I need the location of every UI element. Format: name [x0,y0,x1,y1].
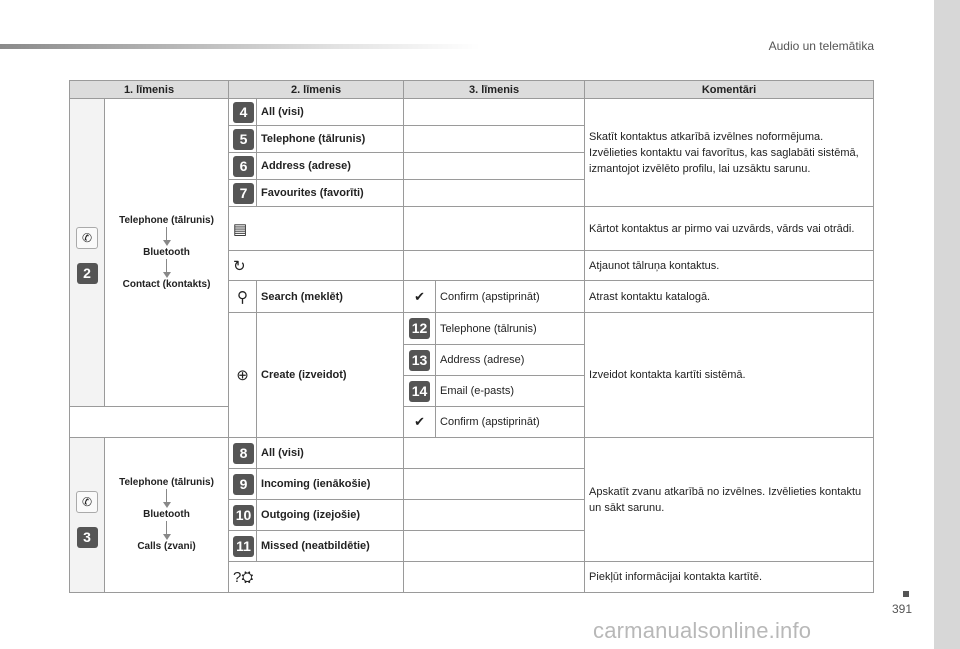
level2-option-label: All (visi) [257,99,404,126]
arrow-down-icon [162,227,172,247]
arrow-down-icon [162,489,172,509]
table-row [70,99,874,126]
level2-option-label: Search (meklēt) [257,281,404,313]
level2-item-calls: Calls (zvani) [137,541,196,552]
section-title: Audio un telemātika [768,39,874,53]
level3-option-label: Address (adrese) [436,345,585,376]
number-badge: 13 [409,350,430,371]
search-icon: ⚲ [237,288,249,306]
phone-icon: ✆ [76,491,98,513]
number-badge: 3 [77,527,98,548]
comment-cell: Izveidot kontakta kartīti sistēmā. [585,313,874,438]
level2-option-label: Address (adrese) [257,153,404,180]
column-header-level1: 1. līmenis [70,81,229,99]
number-badge: 4 [233,102,254,123]
sort-contacts-icon: ▤ [233,220,248,238]
table-header-row [70,81,874,99]
number-badge: 7 [233,183,254,204]
number-badge: 6 [233,156,254,177]
menu-table [69,80,874,593]
page-marker [903,591,909,597]
level2-item-telephone: Telephone (tālrunis) [119,477,214,488]
level2-item-telephone: Telephone (tālrunis) [119,214,214,226]
comment-cell: Skatīt kontaktus atkarībā izvēlnes noformējuma. Izvēlieties kontaktu vai favorītus, kas saglabāti sistēmā, izmantojot izvēlēto profilu, lai uzsāktu sarunu. [585,99,874,207]
comment-cell: Kārtot kontaktus ar pirmo vai uzvārds, vārds vai otrādi. [585,207,874,251]
arrow-down-icon [162,521,172,541]
level2-item-contact: Contact (kontakts) [122,278,211,290]
level2-option-label: Incoming (ienākošie) [257,469,404,500]
level2-cell-contacts [105,99,229,407]
column-header-level2: 2. līmenis [229,81,404,99]
level3-option-label: Telephone (tālrunis) [436,313,585,345]
column-header-comments: Komentāri [585,81,874,99]
level3-option-label: Email (e-pasts) [436,376,585,407]
level2-option-label: Create (izveidot) [257,313,404,438]
checkmark-icon: ✔ [414,414,425,429]
comment-cell: Piekļūt informācijai kontakta kartītē. [585,562,874,593]
number-badge: 14 [409,381,430,402]
page-number: 391 [892,602,913,616]
number-badge: 2 [77,263,98,284]
add-circle-icon: ⊕ [236,367,249,384]
phone-icon: ✆ [76,227,98,249]
level1-cell-calls [70,438,105,593]
level3-option-label: Confirm (apstiprināt) [436,407,585,438]
comment-cell: Atjaunot tālruņa kontaktus. [585,251,874,281]
contact-info-icon: ?⛭ [233,568,254,586]
checkmark-icon: ✔ [414,288,425,304]
watermark: carmanualsonline.info [593,618,812,643]
comment-cell: Apskatīt zvanu atkarībā no izvēlnes. Izvēlieties kontaktu un sākt sarunu. [585,438,874,562]
table-row [70,438,874,469]
level2-option-label: All (visi) [257,438,404,469]
number-badge: 10 [233,505,254,526]
comment-cell: Atrast kontaktu katalogā. [585,281,874,313]
level2-option-label: Outgoing (izejošie) [257,500,404,531]
refresh-icon: ↻ [233,257,246,275]
level2-item-bluetooth: Bluetooth [143,246,190,258]
level2-cell-calls [105,438,229,593]
page-edge-strip [934,0,960,649]
level2-item-bluetooth: Bluetooth [143,509,190,520]
number-badge: 11 [233,536,254,557]
level2-option-label: Missed (neatbildētie) [257,531,404,562]
column-header-level3: 3. līmenis [404,81,585,99]
number-badge: 5 [233,129,254,150]
number-badge: 9 [233,474,254,495]
header-gradient-bar [0,44,480,49]
level2-option-label: Favourites (favorīti) [257,180,404,207]
number-badge: 8 [233,443,254,464]
number-badge: 12 [409,318,430,339]
level2-option-label: Telephone (tālrunis) [257,126,404,153]
level1-cell-contacts [70,99,105,407]
level3-option-label: Confirm (apstiprināt) [436,281,585,313]
arrow-down-icon [162,259,172,279]
